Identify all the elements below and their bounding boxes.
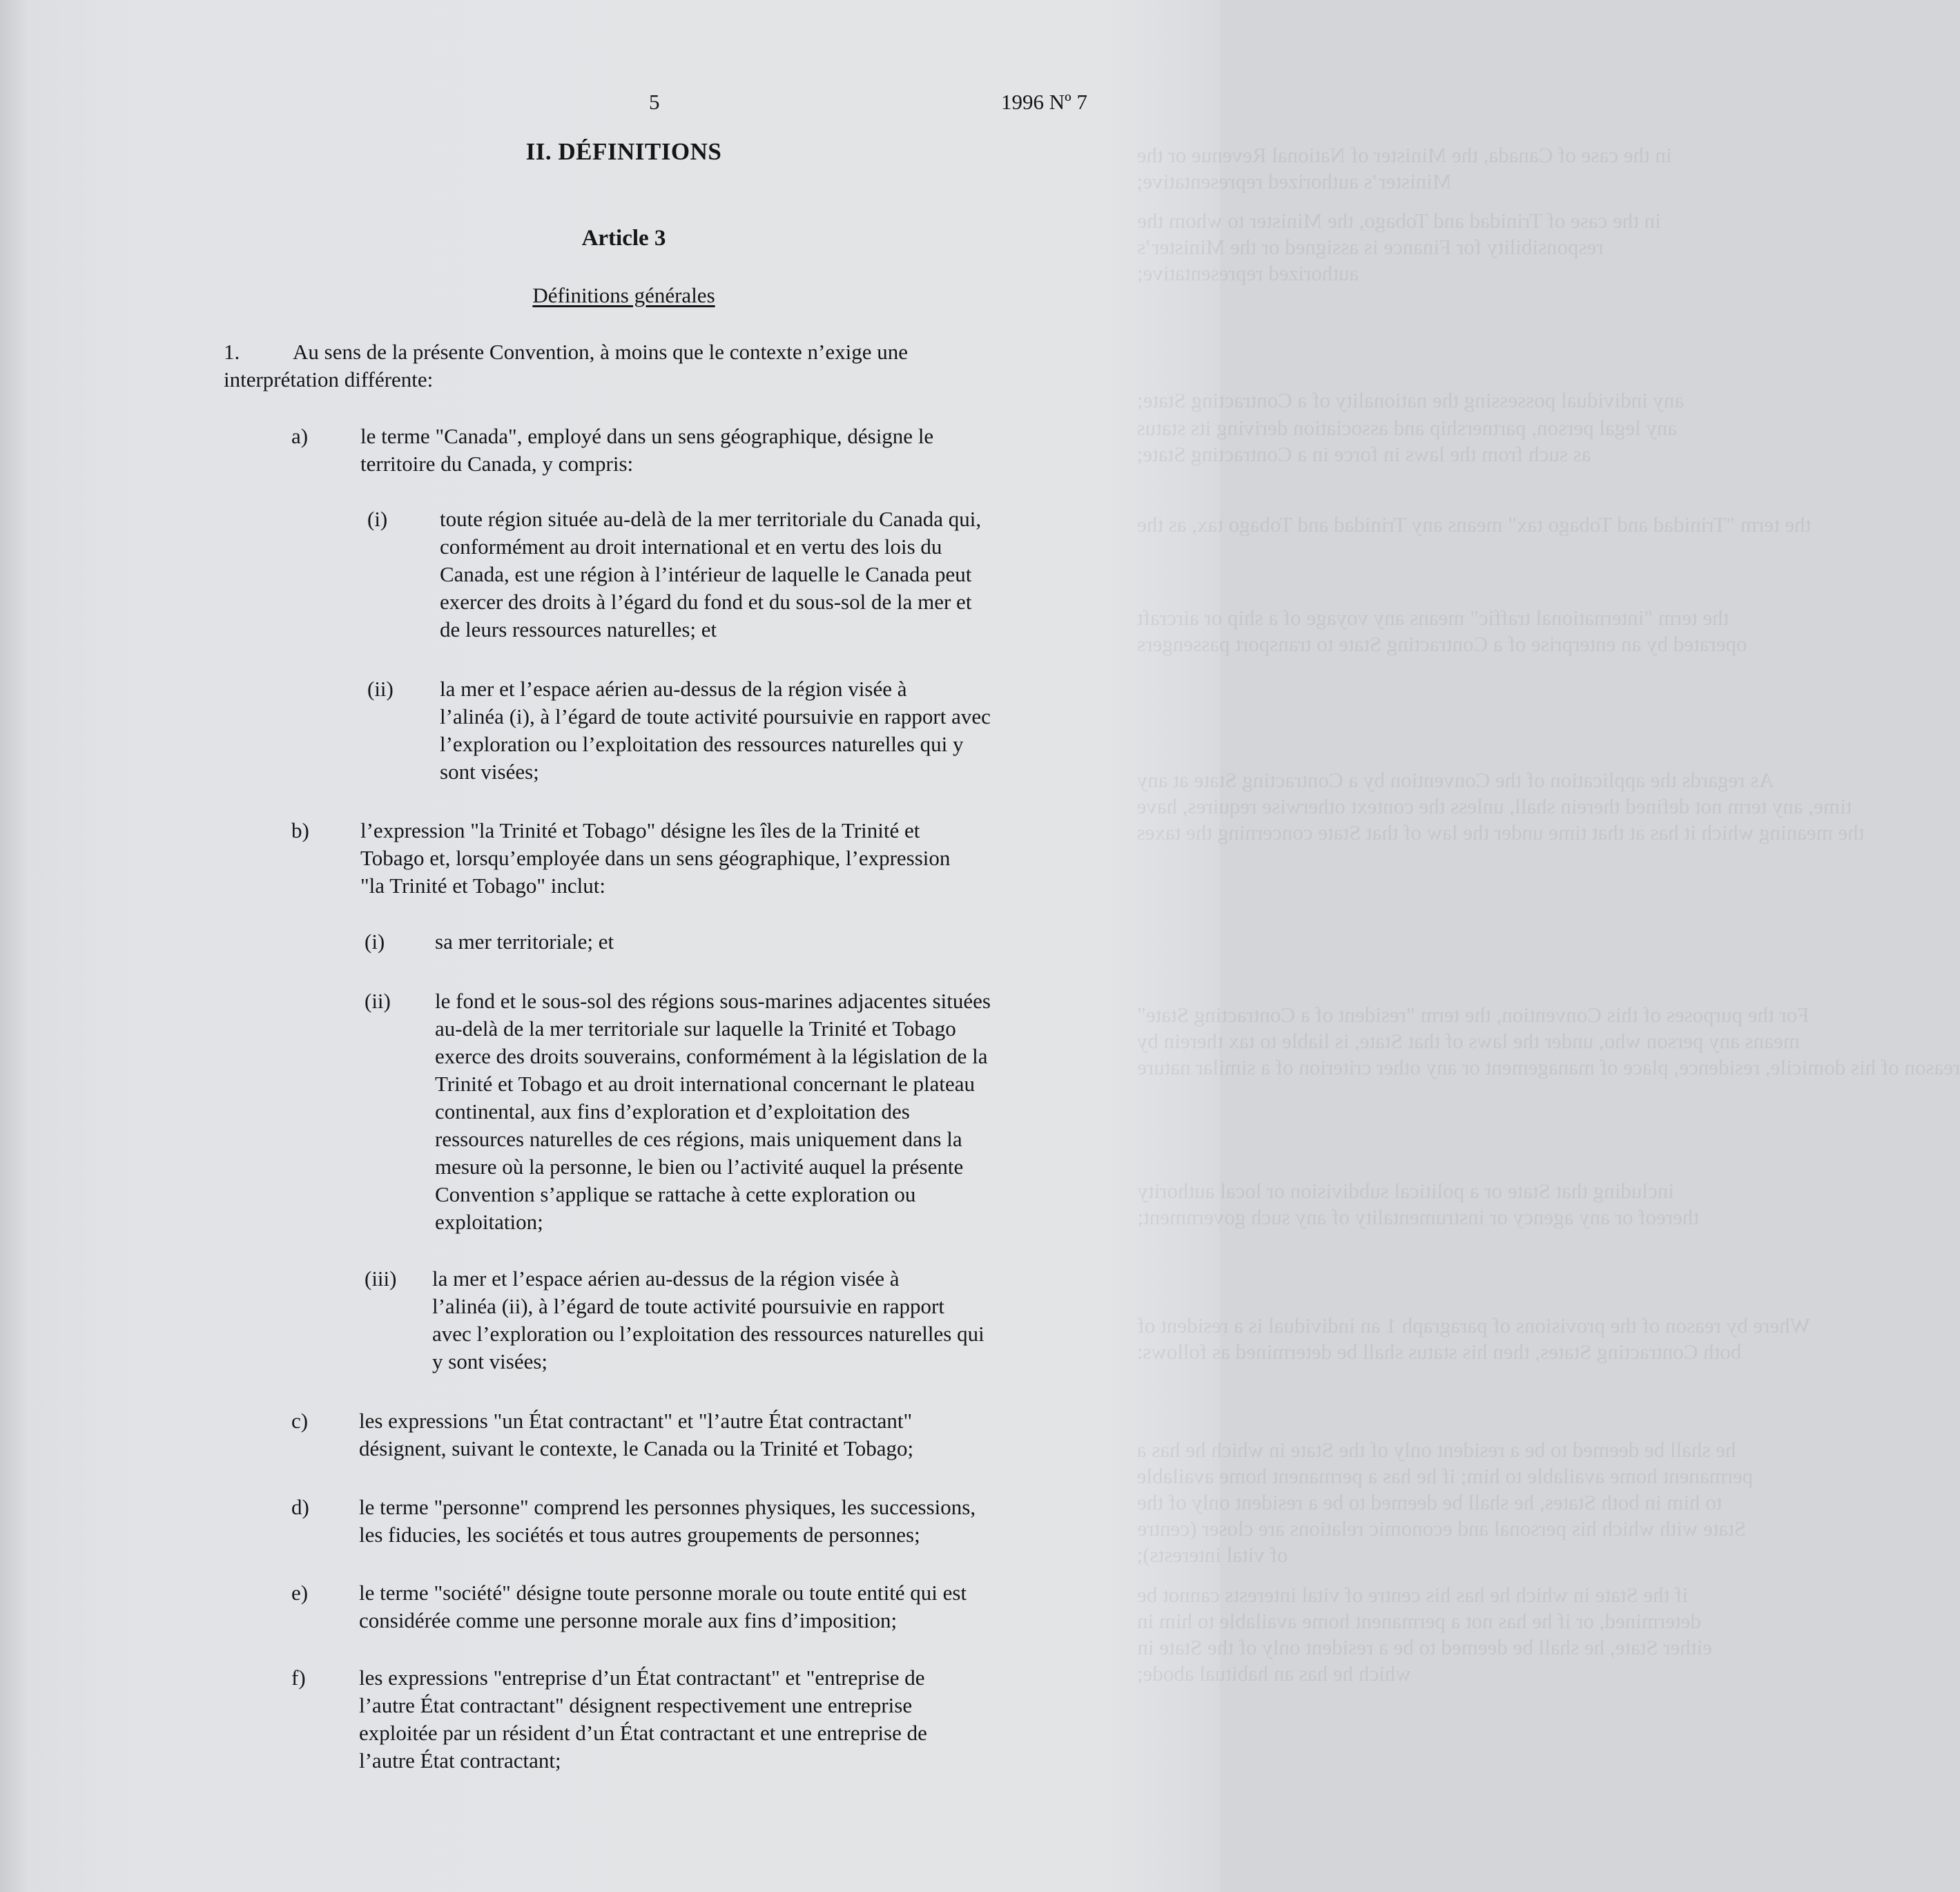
item-f [359,1664,927,1775]
item-label-f: f) [291,1666,306,1690]
item-line: ressources naturelles de ces régions, mais uniquement dans la [435,1127,962,1151]
bleed-through-line: the term "Trinidad and Tobago tax" means any Trinidad and Tobago tax, as the [1137,512,1812,537]
bleed-through-line: authorized representative; [1137,261,1359,285]
item-line: exerce des droits souverains, conformément à la législation de la [435,1044,988,1068]
item-line: toute région située au-delà de la mer territoriale du Canada qui, [440,507,982,531]
bleed-through-line: the term "international traffic" means any voyage of a ship or aircraft [1137,606,1729,630]
item-a [360,423,933,478]
item-line: Tobago et, lorsqu’employée dans un sens géographique, l’expression [360,846,951,870]
item-line: les fiducies, les sociétés et tous autres groupements de personnes; [359,1523,920,1547]
bleed-through-line: which he has an habitual abode; [1137,1661,1411,1686]
bleed-through-line: in the case of Canada, the Minister of National Revenue or the [1137,143,1672,167]
item-c [359,1407,913,1463]
item-label-e: e) [291,1581,309,1605]
bleed-through-line: Minister’s authorized representative; [1137,169,1452,193]
subitem-b-i [435,928,614,956]
bleed-through-line: any legal person, partnership and association deriving its status [1137,416,1678,440]
bleed-through-line: permanent home available to him; if he has a permanent home available [1137,1464,1754,1488]
bleed-through-line: For the purposes of this Convention, the term "resident of a Contracting State" [1137,1003,1809,1027]
item-line: conformément au droit international et en vertu des lois du [440,534,942,559]
bleed-through-line: As regards the application of the Convention by a Contracting State at any [1137,768,1774,792]
bleed-through-line: either State, he shall be deemed to be a resident only of the State in [1137,1635,1712,1659]
subitem-label-b-iii: (iii) [365,1266,397,1291]
bleed-through-line: State with which his personal and economic relations are closer (centre [1137,1516,1746,1541]
section-heading: II. DÉFINITIONS [525,138,722,165]
item-line: les expressions "entreprise d’un État contractant" et "entreprise de [359,1666,925,1690]
issue-number: 1996 Nº 7 [1001,90,1087,114]
bleed-through-line: thereof or any agency or instrumentality of any such government; [1137,1205,1699,1229]
item-line: considérée comme une personne morale aux fins d’imposition; [359,1608,897,1632]
item-line: le terme "Canada", employé dans un sens géographique, désigne le [360,424,934,448]
bleed-through-line: to him in both States, he shall be deemed to be a resident only of the [1137,1490,1723,1514]
item-line: Canada, est une région à l’intérieur de laquelle le Canada peut [440,562,972,586]
item-line: exercer des droits à l’égard du fond et du sous-sol de la mer et [440,590,972,614]
item-line: l’alinéa (i), à l’égard de toute activité poursuivie en rapport avec [440,704,991,728]
bleed-through-line: he shall be deemed to be a resident only of the State in which he has a [1137,1438,1736,1462]
item-line: au-delà de la mer territoriale sur laquelle la Trinité et Tobago [435,1016,956,1041]
item-line: sa mer territoriale; et [435,929,614,954]
bleed-through-line: in the case of Trinidad and Tobago, the Minister to whom the [1137,209,1661,233]
subitem-label-b-i: (i) [365,929,385,954]
subitem-b-iii [432,1265,984,1375]
item-line: l’autre État contractant; [359,1748,561,1773]
item-e [359,1579,967,1634]
item-d [359,1494,976,1549]
subitem-a-ii [440,675,991,786]
item-label-a: a) [291,424,309,448]
item-line: territoire du Canada, y compris: [360,452,634,476]
paragraph-number: 1. [224,340,240,364]
item-line: y sont visées; [432,1349,548,1373]
item-line: l’alinéa (ii), à l’égard de toute activité poursuivie en rapport [432,1294,944,1318]
item-line: le terme "société" désigne toute personne morale ou toute entité qui est [359,1581,967,1605]
article-title: Article 3 [581,226,666,251]
item-line: la mer et l’espace aérien au-dessus de la région visée à [432,1266,900,1291]
item-line: désignent, suivant le contexte, le Canada ou la Trinité et Tobago; [359,1436,914,1460]
bleed-through-line: reason of his domicile, residence, place of management or any other criterion of a similar nature [1137,1055,1960,1079]
item-label-b: b) [291,818,309,842]
section-subtitle-text: Définitions générales [532,283,715,307]
item-line: le fond et le sous-sol des régions sous-marines adjacentes situées [435,989,991,1013]
bleed-through-line: Where by reason of the provisions of paragraph 1 an individual is a resident of [1137,1313,1810,1338]
item-line: les expressions "un État contractant" et "l’autre État contractant" [359,1409,913,1433]
paragraph-line: Au sens de la présente Convention, à moins que le contexte n’exige une [293,340,908,364]
bleed-through-line: of vital interests); [1137,1543,1288,1567]
item-line: sont visées; [440,760,539,784]
bleed-through-line: the meaning which it has at that time under the law of that State concerning the taxes [1137,820,1865,844]
item-line: Trinité et Tobago et au droit international concernant le plateau [435,1072,976,1096]
bleed-through-line: both Contracting States, then his status shall be determined as follows: [1137,1340,1742,1364]
subitem-b-ii [435,987,991,1236]
subitem-label-b-ii: (ii) [365,989,391,1013]
bleed-through-line: if the State in which he has his centre of vital interests cannot be [1137,1583,1689,1607]
item-line: l’autre État contractant" désignent respectivement une entreprise [359,1693,913,1717]
item-line: la mer et l’espace aérien au-dessus de la région visée à [440,677,907,701]
item-line: de leurs ressources naturelles; et [440,617,717,641]
item-line: l’expression "la Trinité et Tobago" désigne les îles de la Trinité et [360,818,920,842]
paragraph-line: interprétation différente: [224,367,434,392]
item-line: mesure où la personne, le bien ou l’activité auquel la présente [435,1155,964,1179]
subitem-label-a-i: (i) [367,507,388,531]
bleed-through-line: means any person who, under the laws of that State, is liable to tax therein by [1137,1029,1800,1053]
paragraph-1 [224,338,908,394]
bleed-through-line: including that State or a political subdivision or local authority [1137,1179,1674,1203]
item-b [360,817,950,900]
item-line: Convention s’applique se rattache à cette exploration ou [435,1182,916,1206]
page-number: 5 [649,90,660,114]
bleed-through-line: responsibility for Finance is assigned or the Minister’s [1137,235,1604,259]
item-line: avec l’exploration ou l’exploitation des ressources naturelles qui [432,1322,984,1346]
bleed-through-line: time, any term not defined therein shall, unless the context otherwise requires, have [1137,794,1852,818]
item-line: exploitation; [435,1210,543,1234]
item-line: le terme "personne" comprend les personnes physiques, les successions, [359,1495,976,1519]
item-line: "la Trinité et Tobago" inclut: [360,873,605,898]
item-line: l’exploration ou l’exploitation des ressources naturelles qui y [440,732,964,756]
item-line: exploitée par un résident d’un État contractant et une entreprise de [359,1721,927,1745]
bleed-through-line: operated by an enterprise of a Contracting State to transport passengers [1137,632,1747,656]
item-label-c: c) [291,1409,309,1433]
section-subtitle [0,282,1220,309]
bleed-through-line: determined, or if he has not a permanent home available to him in [1137,1609,1701,1633]
subitem-a-i [440,505,981,644]
subitem-label-a-ii: (ii) [367,677,394,701]
bleed-through-line: any individual possessing the nationality of a Contracting State; [1137,388,1685,412]
bleed-through-line: as such from the laws in force in a Contracting State; [1137,442,1591,466]
item-line: continental, aux fins d’exploration et d’exploitation des [435,1099,910,1123]
item-label-d: d) [291,1495,309,1519]
